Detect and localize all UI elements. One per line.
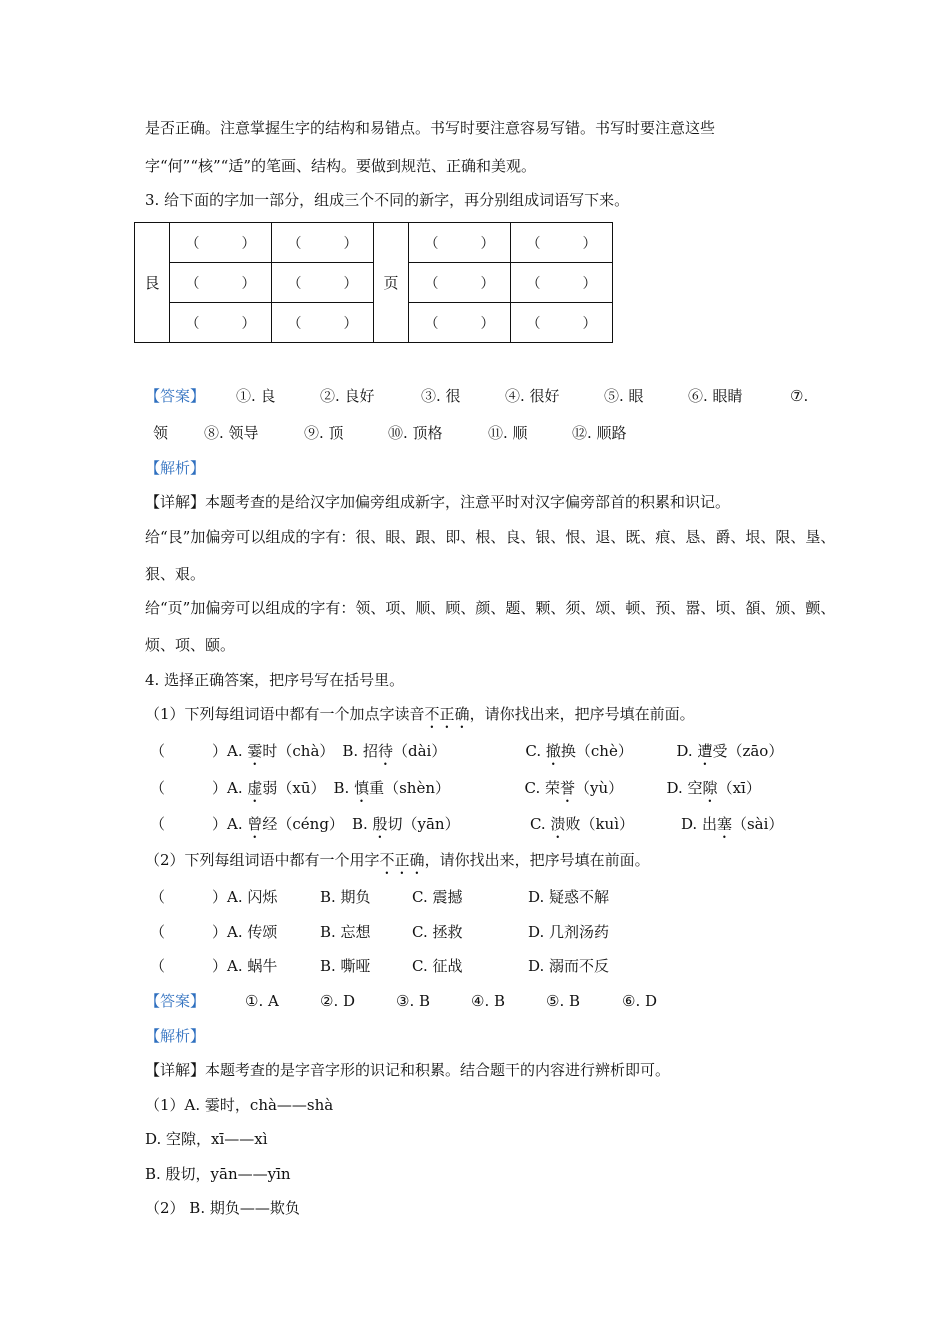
emphasized-char: 虚 <box>247 779 263 797</box>
option-row <box>150 778 769 806</box>
explanation-line: 【详解】本题考查的是给汉字加偏旁组成新字，注意平时对汉字偏旁部首的积累和识记。 <box>145 493 731 511</box>
answer-blank-cell[interactable] <box>272 223 374 263</box>
answer-blank-cell[interactable] <box>409 223 511 263</box>
blank-parentheses <box>186 233 256 253</box>
close-paren: ） <box>582 275 597 292</box>
option-text: （dài） <box>392 742 447 760</box>
close-paren: ） <box>241 235 256 252</box>
answer-paren[interactable]: （ <box>150 742 166 760</box>
open-paren: （ <box>424 275 439 292</box>
option-text: ）A. <box>212 815 248 833</box>
option <box>667 778 769 806</box>
option: B. 忘想 <box>320 923 371 941</box>
close-paren: ） <box>343 275 358 292</box>
option-text: （yù） <box>575 779 624 797</box>
option-text: 重（shèn） <box>369 779 450 797</box>
question-4-title: 4. 选择正确答案，把序号写在括号里。 <box>145 671 405 689</box>
option <box>342 741 525 769</box>
blank-parentheses <box>527 273 597 293</box>
emphasized-char: 曾 <box>247 815 263 833</box>
option-text: B. <box>333 779 355 797</box>
answer-item: ⑥. 眼睛 <box>688 387 743 405</box>
option <box>212 814 352 842</box>
option: D. 溺而不反 <box>528 957 610 975</box>
option: B. 嘶哑 <box>320 957 371 975</box>
blank-parentheses <box>425 233 495 253</box>
open-paren: （ <box>424 235 439 252</box>
option <box>334 778 525 806</box>
option: D. 几剂汤药 <box>528 923 610 941</box>
emphasized-char: 殷 <box>372 815 388 833</box>
table-row <box>135 223 613 263</box>
option-text: （xī） <box>717 779 761 797</box>
answer-blank-cell[interactable] <box>272 303 374 343</box>
answer-blank-cell[interactable] <box>409 303 511 343</box>
option: ）A. 蜗牛 <box>212 957 278 975</box>
emphasized-char: 溃 <box>550 815 566 833</box>
blank-parentheses <box>186 273 256 293</box>
option-text: B. 招 <box>342 742 378 760</box>
question-4-part2-prompt: （2）下列每组词语中都有一个用字不正确，请你找出来，把序号填在前面。 <box>145 851 650 869</box>
option <box>681 814 792 842</box>
explanation-line: D. 空隙，xī——xì <box>145 1130 268 1148</box>
option-text: 经（céng） <box>262 815 344 833</box>
answer-paren[interactable]: （ <box>150 779 166 797</box>
answer-paren[interactable]: （ <box>150 957 166 975</box>
option: C. 震撼 <box>412 888 463 906</box>
open-paren: （ <box>424 315 439 332</box>
answer-blank-cell[interactable] <box>511 303 613 343</box>
explanation-line: 【详解】本题考查的是字音字形的识记和积累。结合题干的内容进行辨析即可。 <box>145 1061 671 1079</box>
open-paren: （ <box>185 275 200 292</box>
close-paren: ） <box>582 315 597 332</box>
blank-parentheses <box>527 313 597 333</box>
answer-item: ⑧. 领导 <box>204 424 259 442</box>
answer-blank-cell[interactable] <box>170 223 272 263</box>
option-text: 时（chà） <box>262 742 335 760</box>
option-row <box>150 814 791 842</box>
answer-item: ③. B <box>396 992 431 1010</box>
option-text: 受（zāo） <box>712 742 784 760</box>
answer-blank-cell[interactable] <box>272 263 374 303</box>
option <box>525 741 676 769</box>
answer-item: ⑤. B <box>546 992 581 1010</box>
option-text: D. <box>676 742 698 760</box>
answer-item: ⑩. 顶格 <box>388 424 443 442</box>
option: C. 征战 <box>412 957 463 975</box>
answer-item: ③. 很 <box>421 387 461 405</box>
blank-parentheses <box>288 313 358 333</box>
open-paren: （ <box>185 235 200 252</box>
option: D. 疑惑不解 <box>528 888 610 906</box>
table-char-cell: 页 <box>374 223 409 343</box>
answer-paren[interactable]: （ <box>150 815 166 833</box>
open-paren: （ <box>287 315 302 332</box>
open-paren: （ <box>526 235 541 252</box>
answer-item: ④. B <box>471 992 506 1010</box>
blank-parentheses <box>527 233 597 253</box>
option <box>676 741 791 769</box>
close-paren: ） <box>241 315 256 332</box>
emphasized-char: 霎 <box>247 742 263 760</box>
answer-blank-cell[interactable] <box>170 263 272 303</box>
option-text: D. 空 <box>666 779 703 797</box>
explanation-line: （2） B. 期负——欺负 <box>145 1199 300 1217</box>
close-paren: ） <box>480 235 495 252</box>
answer-blank-cell[interactable] <box>409 263 511 303</box>
answer-item: ⑤. 眼 <box>604 387 644 405</box>
text-line: 字“何”“核”“适”的笔画、结构。要做到规范、正确和美观。 <box>145 157 537 175</box>
explanation-line: 烦、项、颐。 <box>145 636 236 654</box>
option <box>352 814 530 842</box>
open-paren: （ <box>526 275 541 292</box>
explanation-line: （1）A. 霎时，chà——shà <box>145 1096 334 1114</box>
text-line: 是否正确。注意掌握生字的结构和易错点。书写时要注意容易写错。书写时要注意这些 <box>145 119 716 137</box>
emphasized-char: 塞 <box>716 815 732 833</box>
answer-blank-cell[interactable] <box>170 303 272 343</box>
question-4-part1-prompt: （1）下列每组词语中都有一个加点字读音不正确，请你找出来，把序号填在前面。 <box>145 705 695 723</box>
option-text: C. <box>529 815 551 833</box>
close-paren: ） <box>480 275 495 292</box>
emphasized-char: 待 <box>377 742 393 760</box>
answer-item: ①. 良 <box>236 387 276 405</box>
option-text: C. 荣 <box>524 779 560 797</box>
option: ）A. 传颂 <box>212 923 278 941</box>
option-text: 弱（xū） <box>262 779 326 797</box>
answer-item: ②. D <box>320 992 356 1010</box>
close-paren: ） <box>343 315 358 332</box>
emphasized-char: 誉 <box>560 779 576 797</box>
option-text: B. <box>351 815 373 833</box>
analysis-label: 【解析】 <box>145 459 206 477</box>
answer-item: ⑪. 顺 <box>488 424 528 442</box>
answer-item: ②. 良好 <box>320 387 375 405</box>
option-text: C. <box>525 742 546 760</box>
answer-blank-cell[interactable] <box>511 223 613 263</box>
option-row <box>150 741 791 769</box>
emphasized-char: 遭 <box>697 742 713 760</box>
option-text: （sài） <box>731 815 784 833</box>
emphasized-char: 慎 <box>354 779 370 797</box>
close-paren: ） <box>343 235 358 252</box>
blank-parentheses <box>186 313 256 333</box>
analysis-label: 【解析】 <box>145 1027 206 1045</box>
open-paren: （ <box>287 235 302 252</box>
option: ）A. 闪烁 <box>212 888 278 906</box>
explanation-line: 给“艮”加偏旁可以组成的字有：很、眼、跟、即、根、良、银、恨、退、既、痕、恳、爵、垠、限、垦、 <box>145 528 836 546</box>
answer-item: ⑦. <box>790 387 809 405</box>
option-text: 切（yān） <box>387 815 460 833</box>
answer-paren[interactable]: （ <box>150 888 166 906</box>
emphasized-char: 隙 <box>702 779 718 797</box>
close-paren: ） <box>241 275 256 292</box>
answer-item: ①. A <box>245 992 279 1010</box>
answer-item: ⑨. 顶 <box>304 424 344 442</box>
option-text: ）A. <box>212 742 248 760</box>
table-char-cell: 艮 <box>135 223 170 343</box>
close-paren: ） <box>582 235 597 252</box>
option: C. 拯救 <box>412 923 463 941</box>
answer-table <box>134 222 613 343</box>
option <box>530 814 681 842</box>
answer-blank-cell[interactable] <box>511 263 613 303</box>
explanation-line: 狠、艰。 <box>145 565 206 583</box>
answer-item: ⑥. D <box>622 992 658 1010</box>
blank-parentheses <box>288 233 358 253</box>
blank-parentheses <box>425 313 495 333</box>
blank-parentheses <box>425 273 495 293</box>
option-text: D. 出 <box>680 815 717 833</box>
close-paren: ） <box>480 315 495 332</box>
question-3-title: 3. 给下面的字加一部分，组成三个不同的新字，再分别组成词语写下来。 <box>145 191 630 209</box>
answer-item: 领 <box>153 424 169 442</box>
option <box>212 741 342 769</box>
option: B. 期负 <box>320 888 371 906</box>
explanation-line: 给“页”加偏旁可以组成的字有：领、项、顺、顾、颜、题、颗、须、颂、顿、预、嚣、顷、頟、颁、颤、 <box>145 599 836 617</box>
answer-label: 【答案】 <box>145 992 206 1010</box>
answer-label: 【答案】 <box>145 387 206 405</box>
open-paren: （ <box>287 275 302 292</box>
option-text: 败（kuì） <box>565 815 634 833</box>
open-paren: （ <box>526 315 541 332</box>
explanation-line: B. 殷切，yān——yīn <box>145 1165 291 1183</box>
emphasized-char: 撤 <box>545 742 561 760</box>
option-text: 换（chè） <box>560 742 633 760</box>
blank-parentheses <box>288 273 358 293</box>
answer-item: ⑫. 顺路 <box>572 424 627 442</box>
answer-item: ④. 很好 <box>505 387 560 405</box>
option-text: ）A. <box>212 779 248 797</box>
answer-paren[interactable]: （ <box>150 923 166 941</box>
open-paren: （ <box>185 315 200 332</box>
option <box>212 778 334 806</box>
option <box>525 778 667 806</box>
